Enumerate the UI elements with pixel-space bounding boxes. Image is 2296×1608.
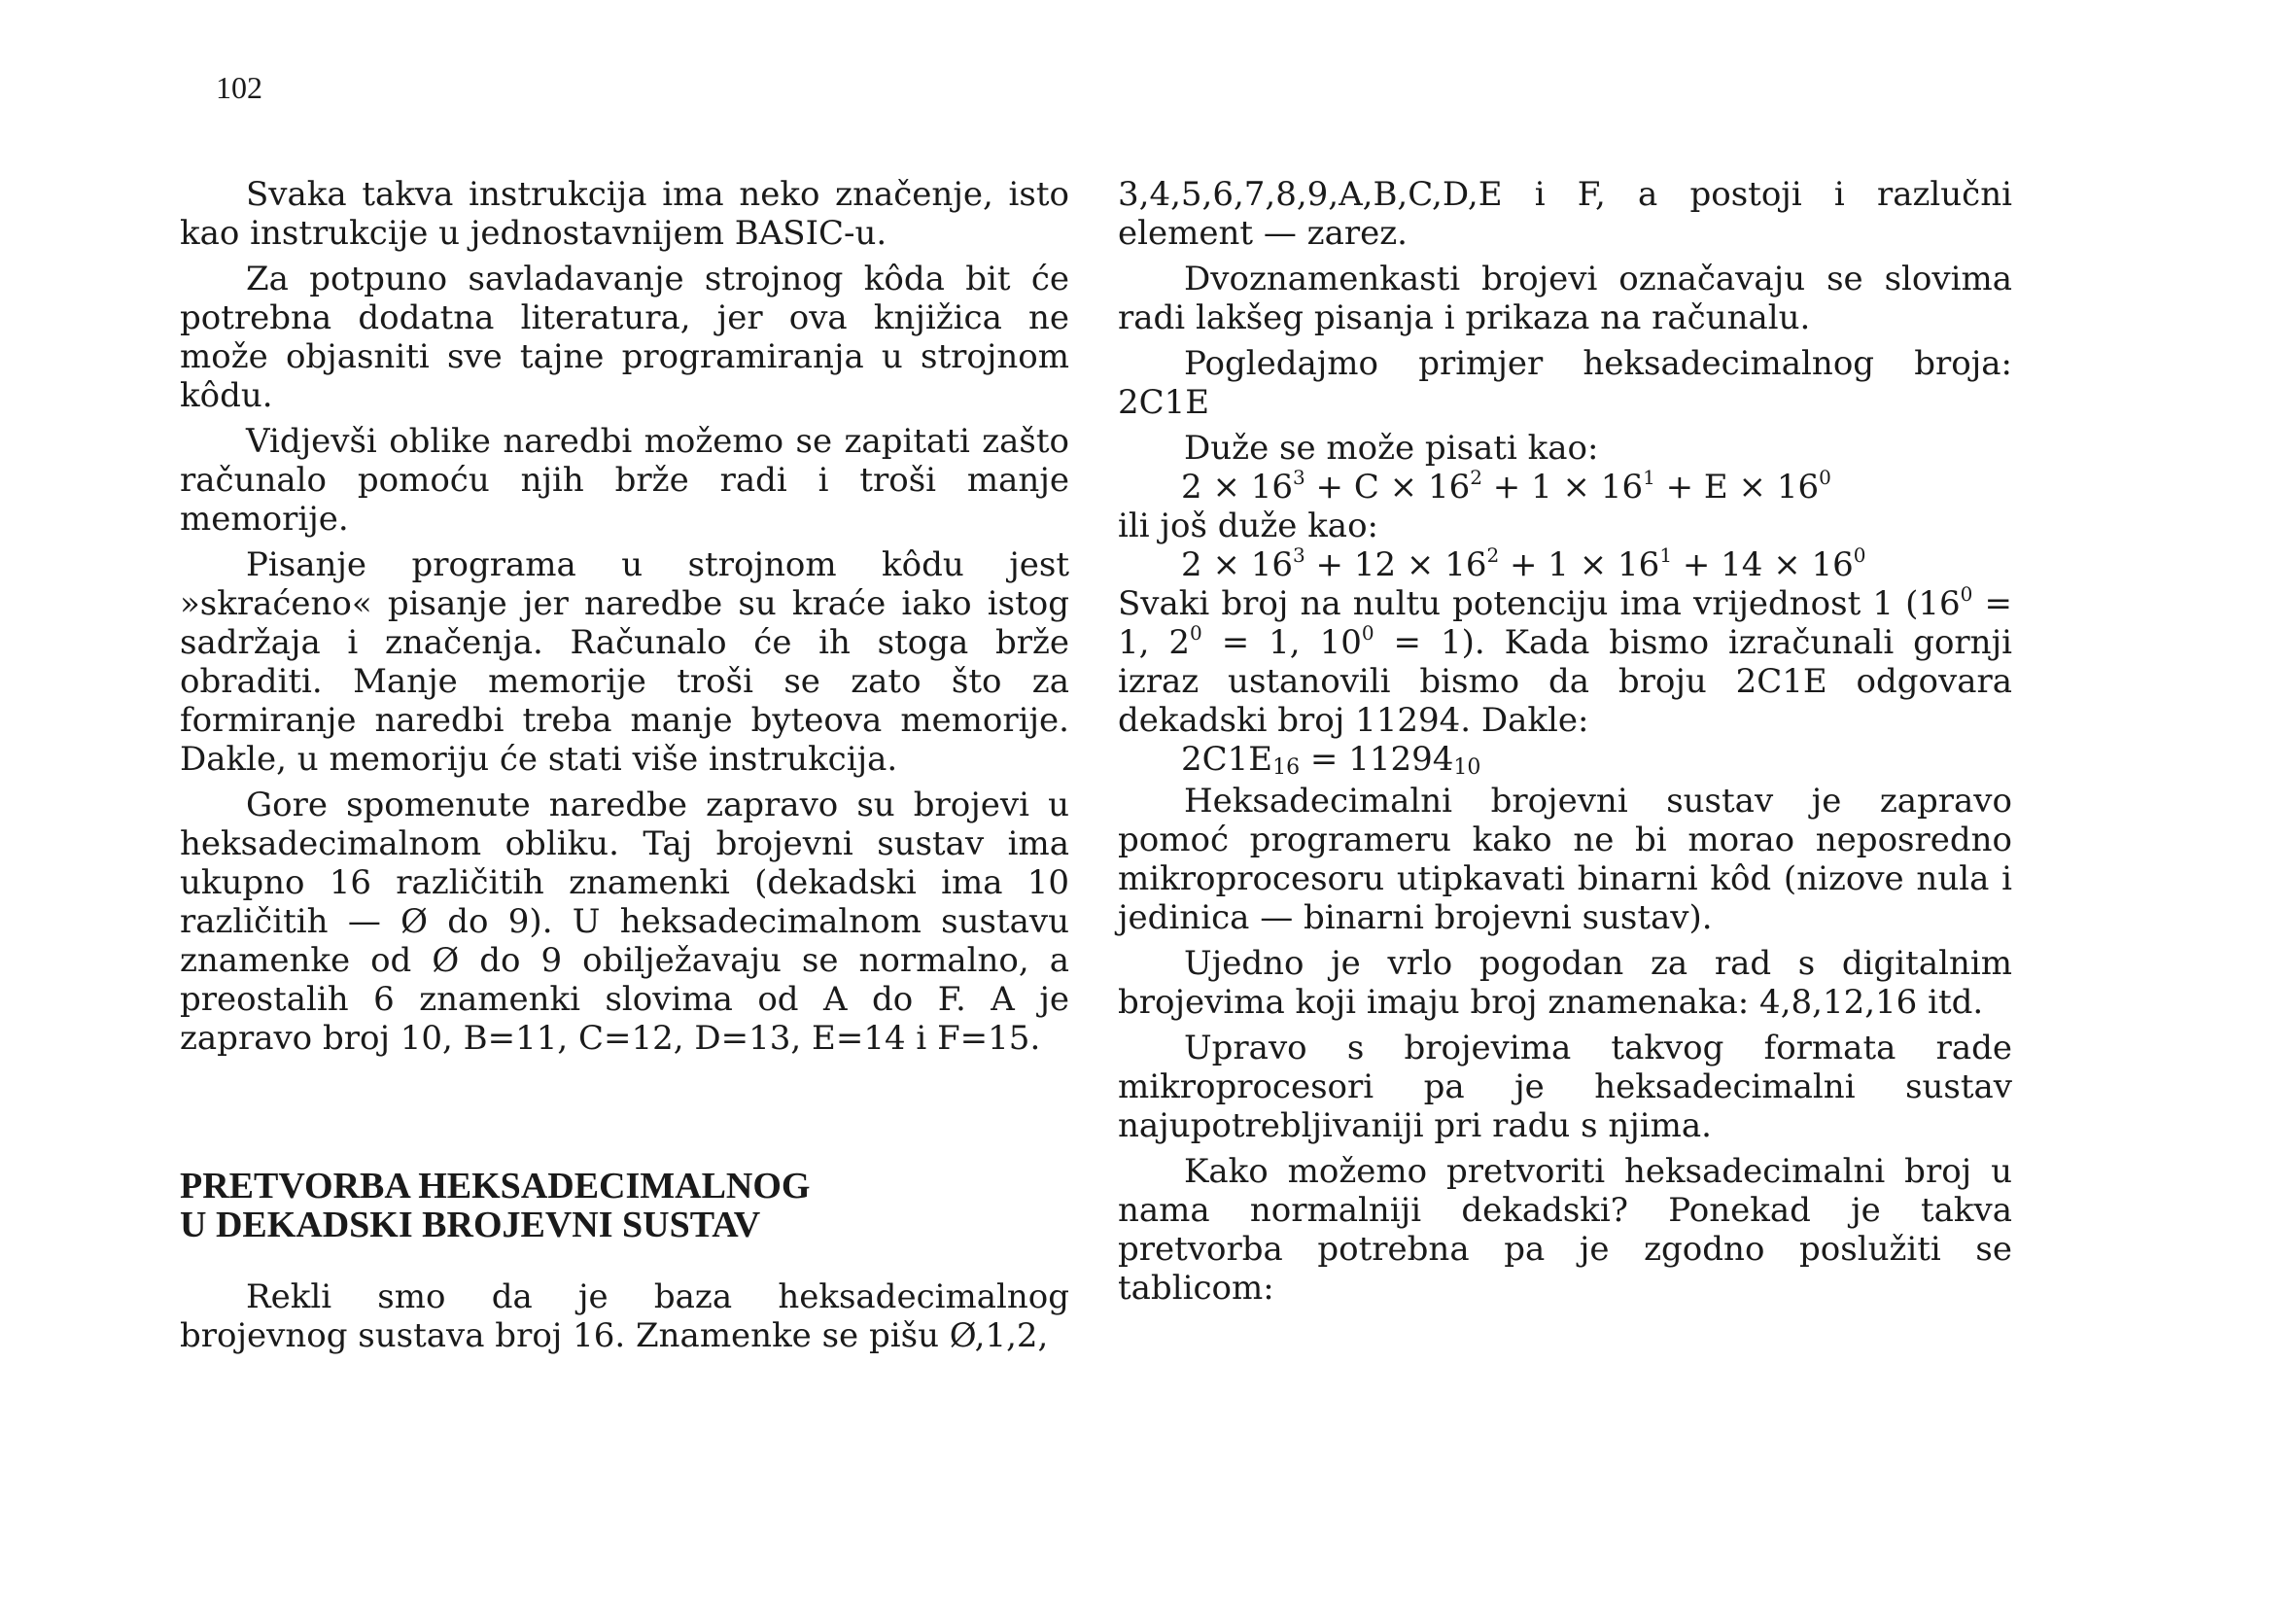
paragraph: 3,4,5,6,7,8,9,A,B,C,D,E i F, a postoji i razlučni element — zarez. [1118,175,2012,253]
paragraph: Rekli smo da je baza heksadecimalnog brojevnog sustava broj 16. Znamenke se pišu Ø,1,2, [180,1277,1069,1355]
formula-hex-expansion: $2 \times 16^3 + C \times 16^2 + 1 \times 16^1 + E \times 16^0$ [1181,466,1831,507]
paragraph: Vidjevši oblike naredbi možemo se zapitati zašto računalo pomoću njih brže radi i troši manje memorije. [180,422,1069,539]
paragraph: Heksadecimalni brojevni sustav je zapravo pomoć programeru kako ne bi morao neposredno mikroprocesoru utipkavati binarni kôd (nizove nula i jedinica — binarni brojevni sustav). [1118,782,2012,937]
conversion-result: $2C1E_{16} = 11294_{10}$ [1181,740,1481,780]
page-number: 102 [216,70,262,105]
paragraph: Svaki broj na nultu potenciju ima vrijednost 1 ($16^0 = 1$, $2^0 = 1$, $10^0 = 1$). Kada bismo izračunali gornji izraz ustanovili bismo da broju 2C1E odgovara dekadski broj 11294. Dakle: [1118,582,2012,740]
paragraph: Pogledajmo primjer heksadecimalnog broja: 2C1E [1118,344,2012,422]
paragraph: Kako možemo pretvoriti heksadecimalni broj u nama normalniji dekadski? Ponekad je takva pretvorba potrebna pa je zgodno poslužiti se tablicom: [1118,1152,2012,1308]
right-column [1118,175,2012,1314]
section-heading-line: PRETVORBA HEKSADECIMALNOG [180,1166,811,1206]
paragraph: Svaka takva instrukcija ima neko značenje, isto kao instrukcije u jednostavnijem BASIC-u. [180,175,1069,253]
section-heading [180,1167,1069,1244]
paragraph: Gore spomenute naredbe zapravo su brojevi u heksadecimalnom obliku. Taj brojevni sustav ima ukupno 16 različitih znamenki (dekadski ima 10 različitih — Ø do 9). U heksadecimalnom sustavu znamenke od Ø do 9 obilježavaju se normalno, a preostalih 6 znamenki slovima od A do F. A je zapravo broj 10, B=11, C=12, D=13, E=14 i F=15. [180,786,1069,1058]
section-heading-line: U DEKADSKI BROJEVNI SUSTAV [180,1205,761,1245]
paragraph: Ujedno je vrlo pogodan za rad s digitalnim brojevima koji imaju broj znamenaka: 4,8,12,16 itd. [1118,944,2012,1022]
paragraph: ili još duže kao: [1118,507,1378,545]
paragraph: Duže se može pisati kao: [1184,429,1599,468]
paragraph: Upravo s brojevima takvog formata rade mikroprocesori pa je heksadecimalni sustav najupotrebljivaniji pri radu s njima. [1118,1029,2012,1145]
paragraph: Za potpuno savladavanje strojnog kôda bit će potrebna dodatna literatura, jer ova knjižica ne može objasniti sve tajne programiranja u strojnom kôdu. [180,260,1069,415]
paragraph: Pisanje programa u strojnom kôdu jest »skraćeno« pisanje jer naredbe su kraće iako istog sadržaja i značenja. Računalo će ih stoga brže obraditi. Manje memorije troši se zato što za formiranje naredbi treba manje byteova memorije. Dakle, u memoriju će stati više instrukcija. [180,545,1069,779]
left-column [180,175,1069,1362]
paragraph: Dvoznamenkasti brojevi označavaju se slovima radi lakšeg pisanja i prikaza na računalu. [1118,260,2012,337]
formula-decimal-expansion: $2 \times 16^3 + 12 \times 16^2 + 1 \times 16^1 + 14 \times 16^0$ [1181,543,1866,584]
